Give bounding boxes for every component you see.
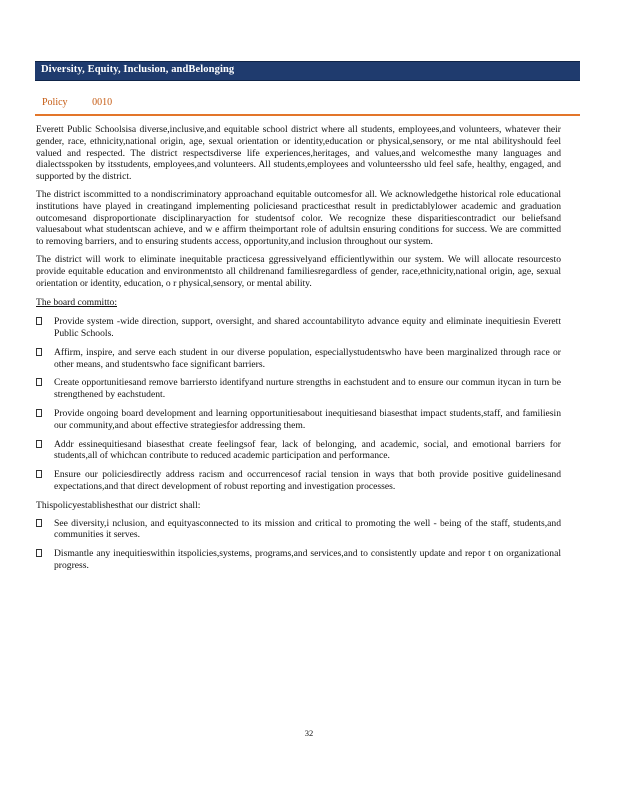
list-item	[36, 469, 561, 493]
checkbox-bullet-icon	[36, 409, 42, 417]
bullet-text: Provide system -wide direction, support, oversight, and shared accountabilityto advance equity and eliminate inequitiesin Everett Public Schools.	[54, 316, 561, 339]
paragraph-intro: Everett Public Schoolsisa diverse,inclusive,and equitable school district where all students, employees,and volunteers, whatever their gender, race, ethnicity,national origin, age, sexual orientation or identity,education or physical,sensory, or me ntal abilityshould feel valued and respected. The district respectsdiverse life experiences,heritages, and values,and welcomesthe many languages and dialectsspoken by itsstudents, employees,and volunteers. All students,employees and volunteerssho uld feel safe, healthy, engaged, and supported by the district.	[36, 124, 561, 183]
checkbox-bullet-icon	[36, 378, 42, 386]
bullet-text: Ensure our policiesdirectly address racism and occurrencesof racial tension in ways that both provide positive guidelinesand expectations,and that direct development of robust reporting and investigation processes.	[54, 469, 561, 492]
list-item	[36, 347, 561, 371]
checkbox-bullet-icon	[36, 348, 42, 356]
list-item	[36, 377, 561, 401]
policy-number: 0010	[92, 97, 113, 108]
bullet-text: See diversity,i nclusion, and equityasconnected to its mission and critical to promoting the well - being of the staff, students,and communities it serves.	[54, 517, 561, 541]
shall-heading: Thispolicyestablishesthat our district shall:	[36, 499, 201, 511]
bullet-text: Create opportunitiesand remove barriersto identifyand nurture strengths in eachstudent and to ensure our commun itycan in turn be strengthened by eachstudent.	[54, 377, 561, 401]
section-header-bar	[35, 61, 580, 81]
bullet-text: Affirm, inspire, and serve each student in our diverse population, especiallystudentswho have been marginalized through race or other means, and studentswho face significant barriers.	[54, 346, 561, 370]
paragraph-commitment: The district iscommitted to a nondiscriminatory approachand equitable outcomesfor all. We acknowledgethe historical role educational institutions have played in creatingand implementing policiesand practicesthat result in predictablylower academic and graduation outcomesand disproportionate disciplinaryaction for studentsof color. We recognize these disparitiescontradict our beliefsand valuesabout what studentscan achieve, and w e affirm theimportant role of adultsin ensuring conditions for success. We are committed to removing barriers, and to ensuring students access, opportunity,and inclusion throughout our system.	[36, 188, 561, 248]
board-heading-wrap	[36, 295, 561, 316]
list-item	[36, 408, 561, 432]
paragraph-elimination: The district will work to eliminate inequitable practicesa ggressivelyand efficientlywithin our system. We will allocate resourcesto provide equitable education and environmentsto all childrenand familiesregardless of gender, race,ethnicity,national origin, age, sexual orientation or identity, education, o r physical,sensory, or mental ability.	[36, 253, 561, 289]
page-number: 32	[304, 728, 314, 738]
list-item	[36, 316, 561, 340]
checkbox-bullet-icon	[36, 519, 42, 527]
board-heading: The board committo:	[36, 297, 117, 309]
policy-label: Policy	[42, 97, 68, 108]
checkbox-bullet-icon	[36, 549, 42, 557]
checkbox-bullet-icon	[36, 470, 42, 478]
checkbox-bullet-icon	[36, 440, 42, 448]
header-divider	[35, 114, 580, 116]
list-item	[36, 548, 561, 572]
checkbox-bullet-icon	[36, 317, 42, 325]
bullet-text: Dismantle any inequitieswithin itspolicies,systems, programs,and services,and to consistently update and repor t on organizational progress.	[54, 548, 561, 571]
policy-identifier	[42, 97, 112, 108]
section-title: Diversity, Equity, Inclusion, andBelonging	[41, 64, 235, 75]
bullet-text: Addr essinequitiesand biasesthat create feelingsof fear, lack of belonging, and academic, social, and emotional barriers for students,all of whichcan contribute to reduced academic participation and performance.	[54, 438, 561, 462]
bullet-text: Provide ongoing board development and learning opportunitiesabout inequitiesand biasesthat impact students,staff, and familiesin our community,and about effective strategiesfor addressing them.	[54, 407, 561, 431]
list-item	[36, 518, 561, 542]
list-item	[36, 439, 561, 463]
policy-body	[36, 124, 561, 579]
